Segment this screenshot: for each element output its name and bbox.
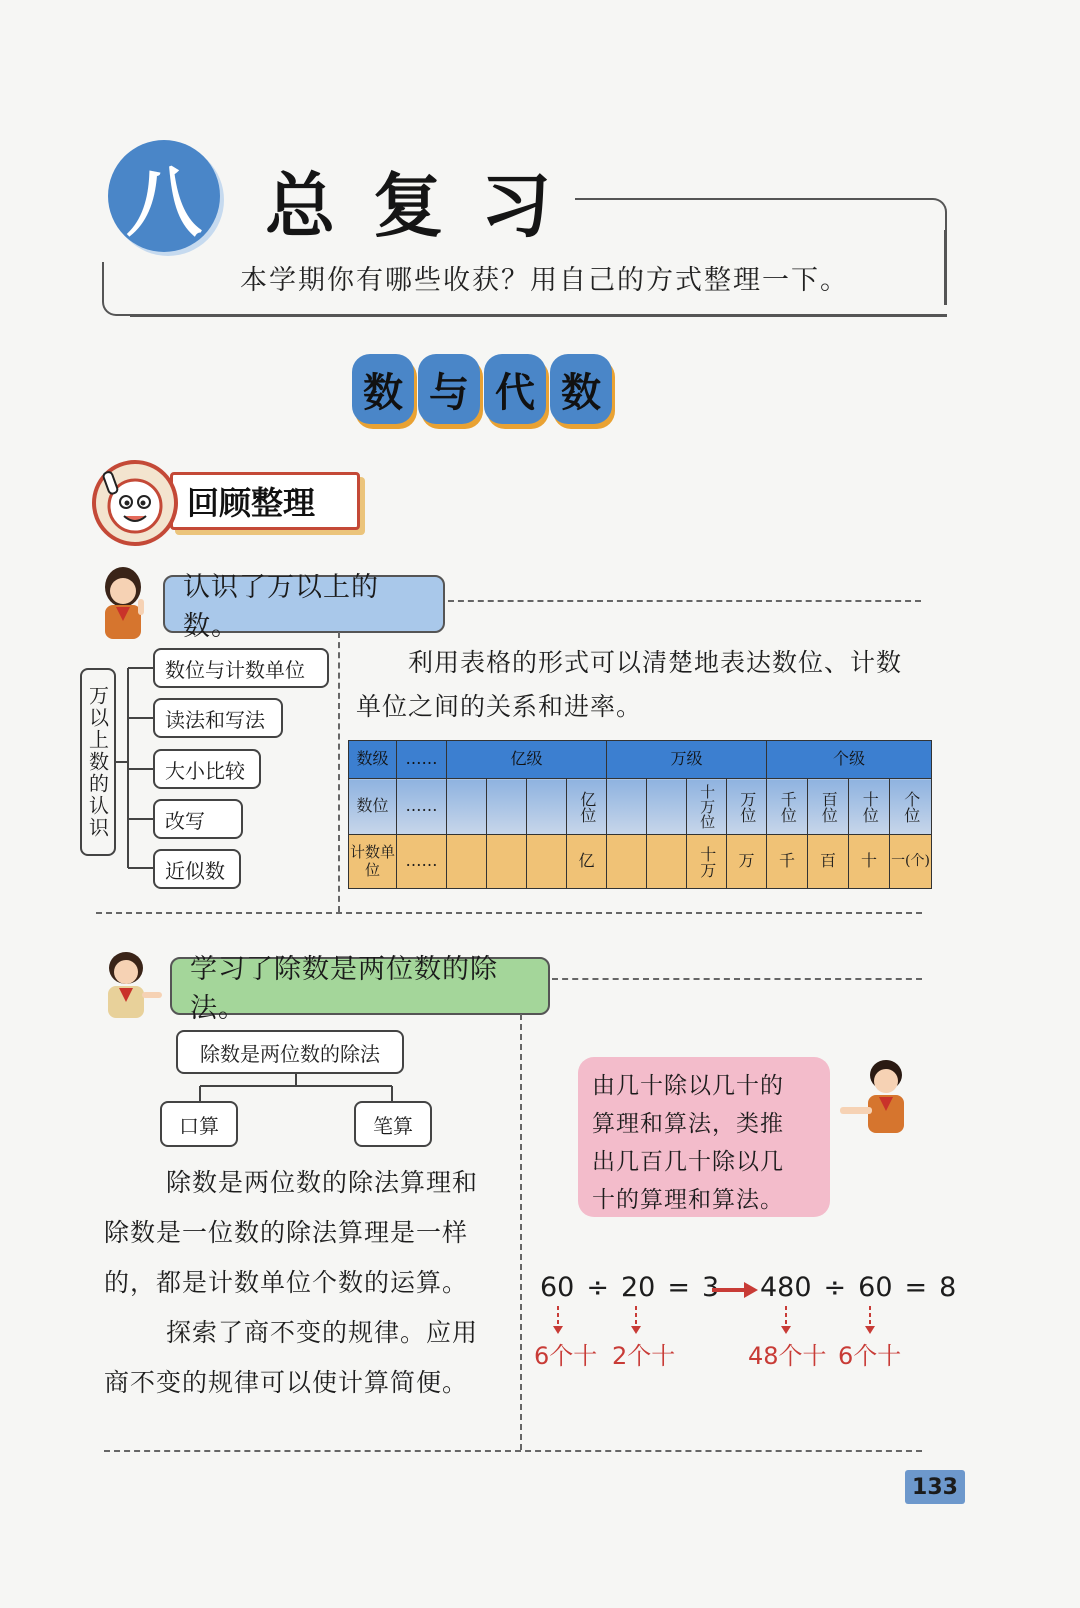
mindmap-root: 万以上数的认识 — [80, 668, 116, 856]
girl-avatar-icon — [96, 948, 166, 1020]
eq-number: 480 — [760, 1272, 812, 1303]
divider — [448, 600, 921, 602]
table-cell: 计数单位 — [349, 835, 397, 889]
divider — [96, 912, 922, 914]
arrow-right-icon — [712, 1280, 758, 1300]
mindmap-item: 近似数 — [153, 849, 241, 889]
table-cell: 个位 — [890, 779, 932, 835]
table-cell: 亿位 — [567, 779, 607, 835]
table-cell: …… — [397, 835, 447, 889]
intro-frame-left — [102, 262, 142, 316]
table-cell: 个级 — [767, 741, 932, 779]
table-cell: 千 — [767, 835, 808, 889]
annotation-label: 6个十 — [838, 1342, 902, 1370]
eq-operator: = — [904, 1272, 928, 1303]
topic1-paragraph-line2: 单位之间的关系和进率。 — [356, 692, 643, 721]
intro-frame-top — [575, 198, 947, 238]
chapter-number-badge: 八 — [108, 140, 220, 252]
division-branch-written: 笔算 — [354, 1101, 432, 1147]
equation-2 — [760, 1272, 956, 1303]
mindmap-item: 大小比较 — [153, 749, 261, 789]
table-cell — [487, 779, 527, 835]
topic1-heading: 认识了万以上的数。 — [163, 575, 445, 633]
tip-line: 算理和算法，类推 — [592, 1111, 784, 1137]
section-char: 数 — [550, 354, 612, 424]
table-cell — [647, 779, 687, 835]
table-cell: 万 — [727, 835, 767, 889]
topic2-heading: 学习了除数是两位数的除法。 — [170, 957, 550, 1015]
boy-avatar-icon — [838, 1055, 920, 1137]
division-connectors — [196, 1074, 396, 1102]
divider — [338, 632, 340, 912]
section-char: 数 — [352, 354, 414, 424]
chapter-title: 总复习 — [265, 165, 589, 247]
girl-avatar-icon — [92, 565, 154, 643]
table-cell: 万位 — [727, 779, 767, 835]
table-cell — [447, 835, 487, 889]
table-cell: 数位 — [349, 779, 397, 835]
division-root: 除数是两位数的除法 — [176, 1030, 404, 1074]
table-cell: …… — [397, 741, 447, 779]
topic1-paragraph-line1: 利用表格的形式可以清楚地表达数位、计数 — [408, 648, 903, 677]
annotation-label: 6个十 — [534, 1342, 598, 1370]
tip-line: 由几十除以几十的 — [592, 1073, 784, 1099]
mascot-clock-icon — [92, 460, 178, 546]
tip-box — [578, 1057, 830, 1217]
table-cell: 千位 — [767, 779, 808, 835]
table-cell — [447, 779, 487, 835]
mindmap-item: 数位与计数单位 — [153, 648, 329, 688]
table-cell: 十万 — [687, 835, 727, 889]
table-cell — [647, 835, 687, 889]
divider — [104, 1450, 922, 1452]
eq-number: 60 — [540, 1272, 575, 1303]
table-cell: 百位 — [808, 779, 849, 835]
topic2-paragraph: 除数是一位数的除法算理是一样 — [104, 1218, 469, 1247]
eq-number: 20 — [620, 1272, 656, 1303]
table-cell — [527, 835, 567, 889]
table-cell: 亿级 — [447, 741, 607, 779]
section-char: 与 — [418, 354, 480, 424]
mindmap-item: 读法和写法 — [153, 698, 283, 738]
eq-number: 8 — [939, 1272, 957, 1303]
table-cell: …… — [397, 779, 447, 835]
table-cell — [607, 779, 647, 835]
eq-operator: ÷ — [823, 1272, 847, 1303]
intro-frame-bottom — [130, 314, 947, 317]
table-cell: 亿 — [567, 835, 607, 889]
annotation-arrows — [540, 1306, 900, 1336]
equation-1 — [540, 1272, 719, 1303]
intro-frame-right — [944, 230, 947, 305]
topic2-paragraph: 除数是两位数的除法算理和 — [166, 1168, 479, 1197]
eq-operator: = — [667, 1272, 690, 1303]
table-cell: 十 — [849, 835, 890, 889]
tip-line: 十的算理和算法。 — [592, 1187, 784, 1213]
divider — [520, 1014, 522, 1450]
table-cell — [487, 835, 527, 889]
table-cell: 十位 — [849, 779, 890, 835]
place-value-table — [348, 740, 932, 889]
annotation-label: 2个十 — [612, 1342, 676, 1370]
eq-number: 3 — [701, 1272, 720, 1303]
table-cell: 一(个) — [890, 835, 932, 889]
eq-number: 60 — [858, 1272, 893, 1303]
section-char: 代 — [484, 354, 546, 424]
mindmap-connectors — [114, 662, 156, 876]
topic2-paragraph: 的，都是计数单位个数的运算。 — [104, 1268, 469, 1297]
table-cell: 数级 — [349, 741, 397, 779]
page-number: 133 — [905, 1470, 965, 1504]
mindmap-item: 改写 — [153, 799, 243, 839]
table-cell: 十万位 — [687, 779, 727, 835]
annotation-label: 48个十 — [748, 1342, 827, 1370]
table-cell: 百 — [808, 835, 849, 889]
topic2-paragraph: 商不变的规律可以使计算简便。 — [104, 1368, 469, 1397]
section-banner — [352, 350, 612, 428]
table-cell — [527, 779, 567, 835]
tip-line: 出几百几十除以几 — [592, 1149, 784, 1175]
intro-text: 本学期你有哪些收获？用自己的方式整理一下。 — [240, 265, 849, 296]
review-label: 回顾整理 — [170, 472, 360, 530]
topic2-paragraph: 探索了商不变的规律。应用 — [166, 1318, 479, 1347]
eq-operator: ÷ — [586, 1272, 609, 1303]
table-cell — [607, 835, 647, 889]
table-cell: 万级 — [607, 741, 767, 779]
division-branch-oral: 口算 — [160, 1101, 238, 1147]
divider — [552, 978, 922, 980]
